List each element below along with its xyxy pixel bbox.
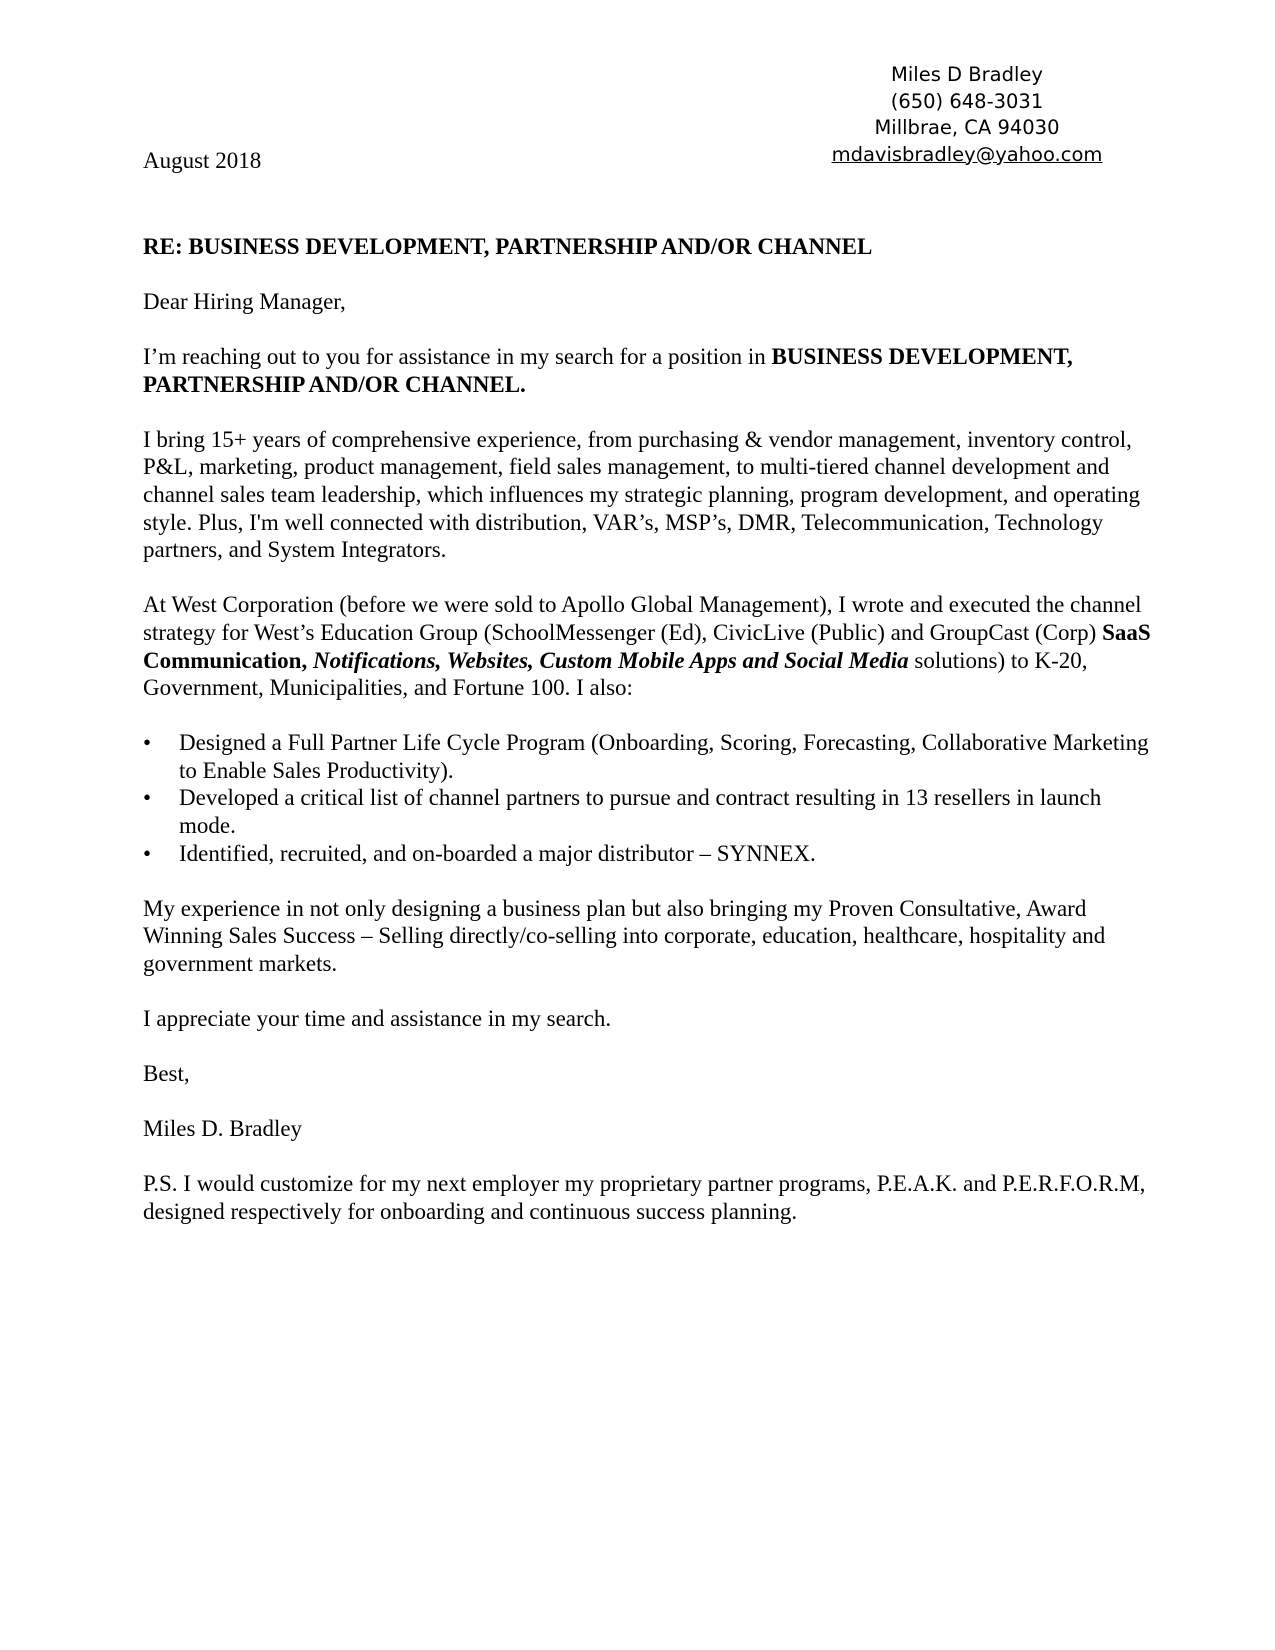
list-item — [143, 729, 1153, 784]
west-bold-italic-text: Notifications, Websites, Custom Mobile Apps and Social Media — [307, 647, 909, 673]
letter-date: August 2018 — [143, 148, 262, 173]
sender-name: Miles D Bradley — [891, 63, 1043, 86]
list-item — [143, 784, 1153, 839]
sender-email-link[interactable]: mdavisbradley@yahoo.com — [831, 142, 1103, 166]
subject-line: RE: BUSINESS DEVELOPMENT, PARTNERSHIP AND/OR CHANNEL — [143, 234, 873, 259]
bullet-icon: • — [143, 785, 152, 811]
west-bold-text: SaaS Communication, — [143, 619, 1151, 673]
sender-location: Millbrae, CA 94030 — [874, 116, 1060, 139]
signature: Miles D. Bradley — [143, 1116, 303, 1142]
appreciation-paragraph: I appreciate your time and assistance in my search. — [143, 1005, 612, 1031]
closing: Best, — [143, 1061, 190, 1087]
list-item-text: Identified, recruited, and on-boarded a major distributor – SYNNEX. — [179, 840, 816, 866]
intro-paragraph — [143, 343, 1153, 398]
postscript: P.S. I would customize for my next employer my proprietary partner programs, P.E.A.K. and P.E.R.F.O.R.M, designed respectively for onboarding and continuous success planning. — [143, 1171, 1146, 1224]
west-text-start: At West Corporation (before we were sold to Apollo Global Management), I wrote and executed the channel strategy for West’s Education Group (SchoolMessenger (Ed), CivicLive (Public) and GroupCast (Corp) — [143, 592, 1142, 645]
bullet-icon: • — [143, 730, 152, 756]
salutation: Dear Hiring Manager, — [143, 289, 346, 315]
intro-bold-text: BUSINESS DEVELOPMENT, PARTNERSHIP AND/OR CHANNEL. — [143, 344, 1073, 397]
design-paragraph: My experience in not only designing a business plan but also bringing my Proven Consultative, Award Winning Sales Success – Selling directly/co-selling into corporate, education, healthcare, hospitality and government markets. — [143, 895, 1106, 976]
list-item-text: Designed a Full Partner Life Cycle Program (Onboarding, Scoring, Forecasting, Collaborative Marketing to Enable Sales Productivity). — [179, 730, 1149, 783]
west-corporation-paragraph — [143, 591, 1153, 701]
intro-text: I’m reaching out to you for assistance in my search for a position in — [143, 344, 772, 370]
sender-block — [787, 62, 1147, 168]
sender-phone: (650) 648-3031 — [890, 89, 1044, 113]
bullet-icon: • — [143, 840, 152, 866]
west-text-end: solutions) to K-20, Government, Municipalities, and Fortune 100. I also: — [143, 647, 1088, 701]
letter-body — [143, 233, 1153, 1253]
experience-paragraph: I bring 15+ years of comprehensive experience, from purchasing & vendor management, inventory control, P&L, marketing, product management, field sales management, to multi-tiered channel development and channel sales team leadership, which influences my strategic planning, program development, and operating style. Plus, I'm well connected with distribution, VAR’s, MSP’s, DMR, Telecommunication, Technology partners, and System Integrators. — [143, 426, 1140, 563]
list-item — [143, 840, 1153, 868]
accomplishments-list — [143, 729, 1153, 867]
list-item-text: Developed a critical list of channel partners to pursue and contract resulting in 13 resellers in launch mode. — [179, 785, 1102, 838]
